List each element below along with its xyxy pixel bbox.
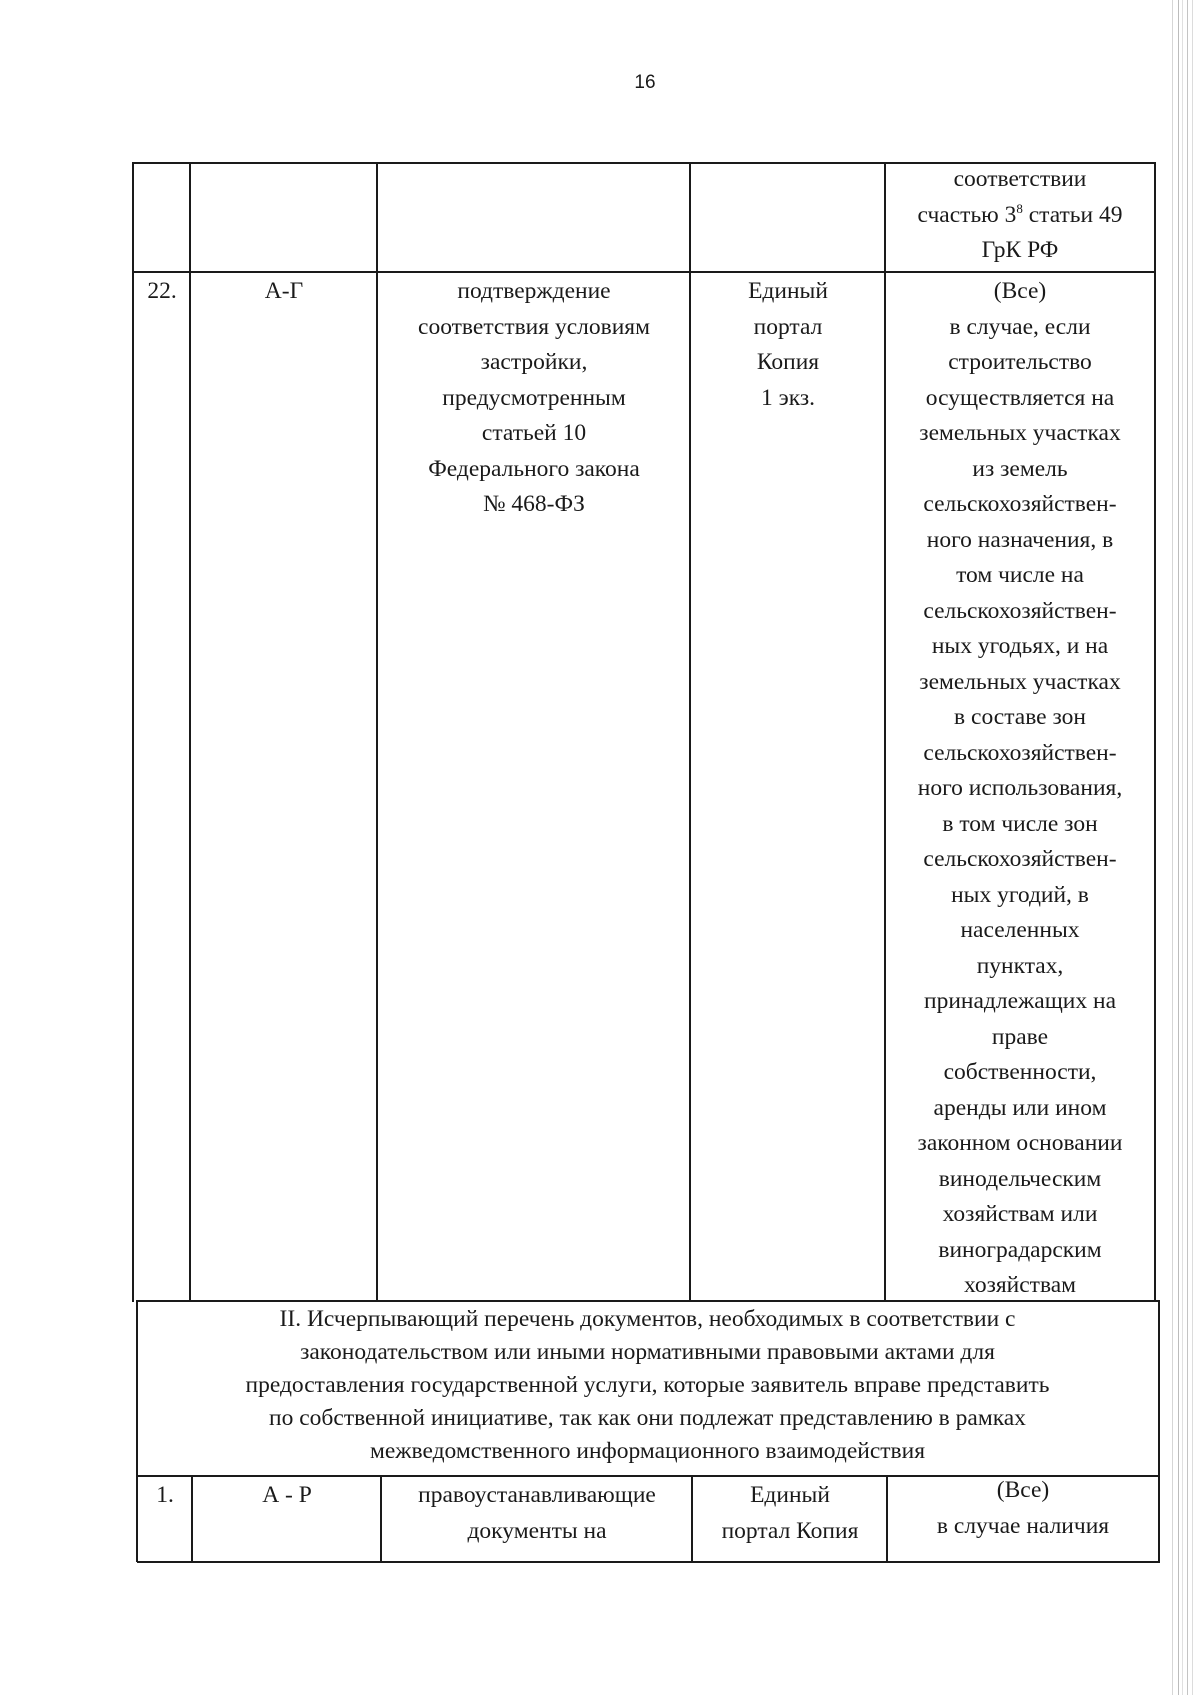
page-number: 16 [634,72,656,93]
table-left-border [132,162,134,1302]
table-left-border [136,1300,138,1562]
submission-form-cell: Единый портал Копия 1 экз. [748,278,828,411]
document-cell: правоустанавливающие документы на [418,1482,656,1544]
note-cell: соответствии счастью $3^8$ статьи 49 ГрК РФ [917,166,1123,263]
scan-edge-line [1172,0,1173,1695]
scan-edge-line [1187,0,1188,1695]
column-divider [189,162,191,1301]
note-cell: (Все) в случае, если строительство осуществляется на земельных участках из земель сельскохозяйствен- ного назначения, в том числе на сельскохозяйствен- ных угодьях, и на земельных участках в составе зон сельскохозяйствен- ного использования, в том числе зон сельскохозяйствен- ных угодий, в населенных пунктах, принадлежащих на праве собственности, аренды или ином законном основании винодельческим хозяйствам или виноградарским хозяйствам [917,278,1123,1298]
table-right-border [1158,1300,1160,1562]
row-divider [132,271,1156,273]
row-number-cell: 1. [156,1482,174,1508]
applicant-code-cell: А - Р [262,1482,312,1508]
submission-form-cell: Единый портал Копия [721,1482,859,1544]
table-bottom-border [137,1561,1160,1563]
scan-edge-line [1182,0,1183,1695]
scan-edge-line [1192,0,1193,1695]
section-heading: II. Исчерпывающий перечень документов, необходимых в соответствии с законодательством или иными нормативными правовыми актами для предоставления государственной услуги, которые заявитель вправе представить по собственной инициативе, так как они подлежат представлению в рамках межведомственного информационного взаимодействия [245,1306,1050,1464]
row-number-cell: 22. [147,278,177,304]
document-cell: подтверждение соответствия условиям застройки, предусмотренным статьей 10 Федерального закона № 468-ФЗ [418,278,650,517]
applicant-code-cell: А-Г [264,278,304,304]
scan-edge-line [1178,0,1179,1695]
note-cell: (Все) в случае наличия [936,1477,1110,1539]
table-right-border [1154,162,1156,1302]
